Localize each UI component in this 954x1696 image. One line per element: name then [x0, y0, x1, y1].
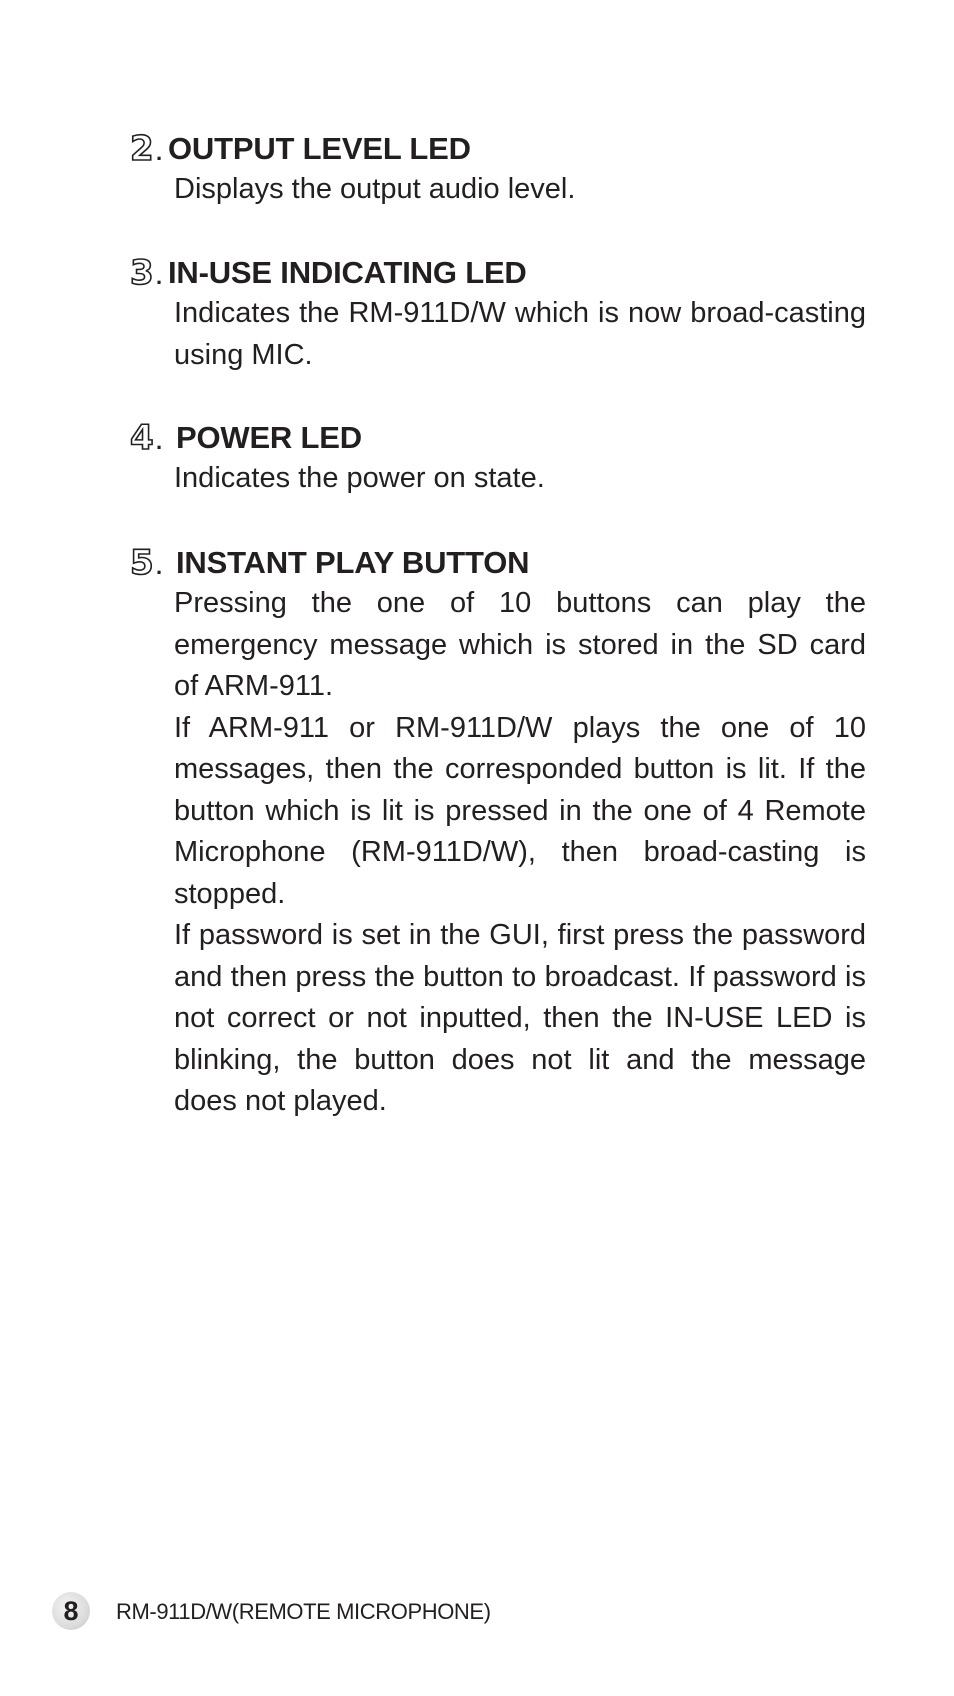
section-number: 2	[130, 129, 154, 169]
section-title: IN-USE INDICATING LED	[168, 255, 527, 290]
section-number-dot: .	[156, 554, 163, 579]
section-number: 5	[130, 543, 154, 583]
section-body	[0, 583, 866, 1123]
section-number-dot: .	[156, 140, 163, 165]
footer-label: RM-911D/W(REMOTE MICROPHONE)	[116, 1599, 491, 1624]
paragraph: Indicates the power on state.	[174, 462, 545, 494]
section-title: POWER LED	[176, 420, 362, 455]
section-number: 3	[130, 253, 154, 293]
paragraph: If ARM-911 or RM-911D/W plays the one of 10 messages, then the corresponded button is lit. If the button which is lit is pressed in the one of 4 Remote Microphone (RM-911D/W), then broad-casting is stopped.	[174, 711, 866, 910]
section-heading	[0, 129, 954, 169]
paragraph: If password is set in the GUI, first press the password and then press the button to broadcast. If password is not correct or not inputted, then the IN-USE LED is blinking, the button does not lit and the message does not played.	[174, 919, 866, 1117]
paragraph: Indicates the RM-911D/W which is now broad-casting using MIC.	[174, 297, 866, 371]
section-number: 4	[130, 418, 154, 458]
section-number-dot: .	[156, 429, 163, 454]
page-footer	[52, 1592, 652, 1636]
section-body	[0, 458, 866, 500]
section-instant-play-button	[0, 543, 954, 1123]
page-number: 8	[63, 1596, 79, 1626]
section-power-led	[0, 418, 954, 500]
section-output-level-led	[0, 129, 954, 211]
paragraph: Pressing the one of 10 buttons can play the emergency message which is stored in the SD card of ARM-911.	[174, 587, 866, 702]
section-number-dot: .	[156, 264, 163, 289]
section-heading	[0, 418, 954, 458]
section-title: INSTANT PLAY BUTTON	[176, 545, 530, 580]
section-in-use-indicating-led	[0, 253, 954, 376]
section-body	[0, 169, 866, 211]
section-title: OUTPUT LEVEL LED	[168, 131, 471, 166]
section-body	[0, 293, 866, 376]
section-heading	[0, 543, 954, 583]
section-heading	[0, 253, 954, 293]
paragraph: Displays the output audio level.	[174, 173, 576, 205]
